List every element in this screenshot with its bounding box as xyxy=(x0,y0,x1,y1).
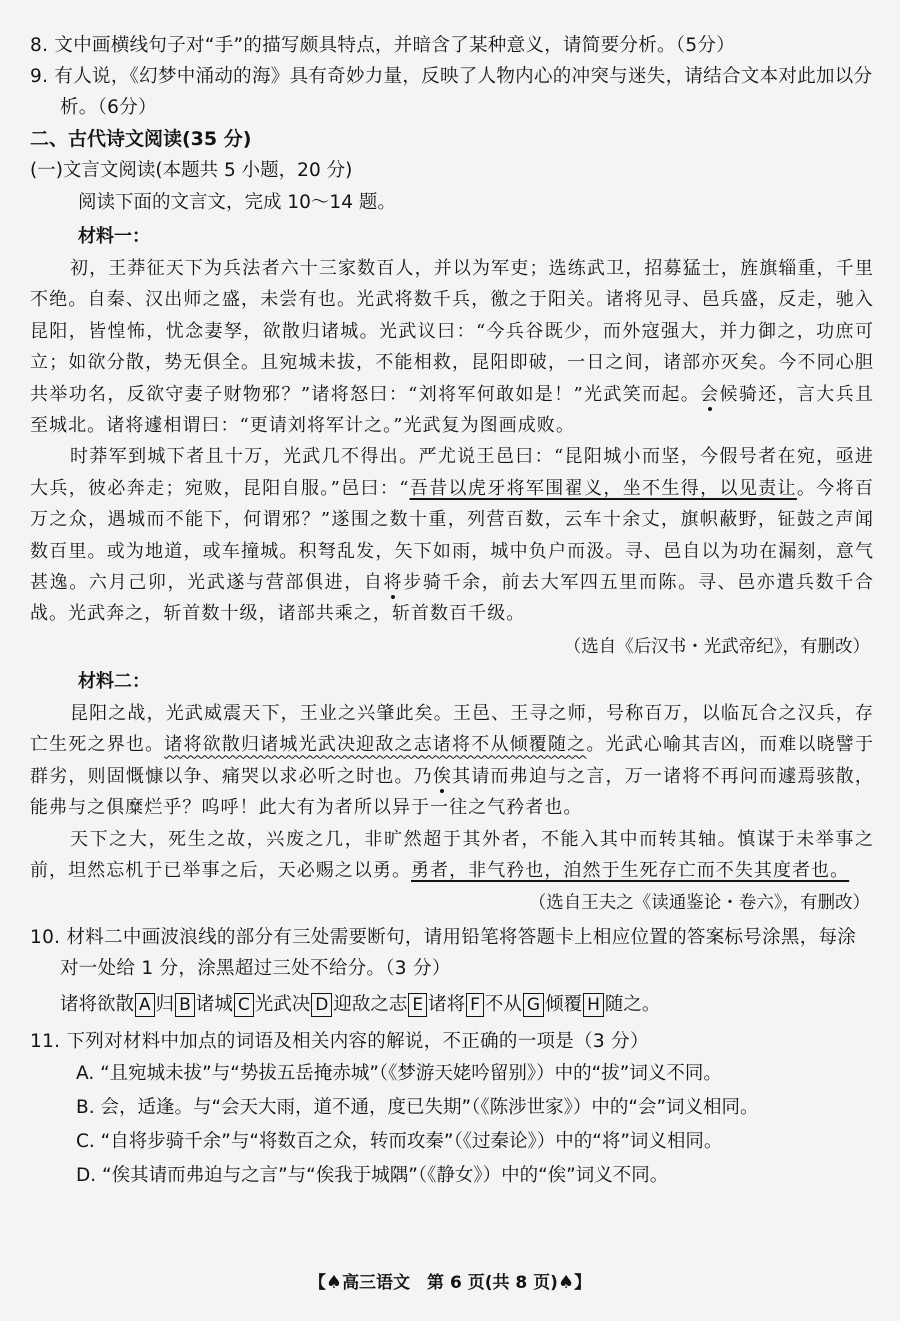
text-span: 步骑千余，前去大军四五里而陈。寻、邑亦遣兵数千合战。光武奔之，斩首数十级，诸部共乘之，斩首数百千级。 xyxy=(30,572,874,625)
text-span: 。光武心喻其吉凶，而难以晓譬于群劣，则固慨慷以争、痛哭以求必听之时也。乃 xyxy=(30,734,874,787)
segment-text: 诸将 xyxy=(428,994,466,1016)
material-2-source: （选自王夫之《读通鉴论・卷六》，有删改） xyxy=(528,893,870,914)
material-2-title: 材料二： xyxy=(78,670,150,692)
material-1-title: 材料一： xyxy=(78,226,150,247)
text-span: 且宛城未拔 xyxy=(260,352,357,374)
spade-icon: ♠ xyxy=(557,1272,575,1293)
answer-box-a[interactable]: A xyxy=(135,993,155,1017)
spade-icon: ♠ xyxy=(325,1272,343,1293)
footer-text: 高三语文 第 6 页(共 8 页) xyxy=(342,1273,558,1293)
section-title: 二、古代诗文阅读(35 分) xyxy=(30,128,252,150)
text-span: 其请而弗迫与之言，万一诸将不再问而遽焉骇散，能弗与之俱糜烂乎？呜呼！此大有为者所以异于一往之气矜者也。 xyxy=(30,765,874,819)
question-8: 8. 文中画横线句子对“手”的描写颇具特点，并暗含了某种意义，请简要分析。（5分） xyxy=(30,35,736,56)
material-1-source: （选自《后汉书・光武帝纪》，有删改） xyxy=(563,636,870,657)
text-span: 。今将百万之众，遇城而不能下，何谓邪？”遂围之数十重，列营百数，云车十余丈，旗帜蔽野，钲鼓之声闻数百里。或为地道，或车撞城。积弩乱发，矢下如雨，城中负户而汲。寻、邑自以为功在漏刻，意气甚逸。六月己卯，光武遂与营部俱进，自 xyxy=(30,477,875,594)
text-span: 初，王莽征天下为兵法者六十三家数百人，并以为军吏；选练武卫，招募猛士，旌旗辎重，千里不绝。自秦、汉出师之盛，未尝有也。光武将数千兵，徼之于阳关。诸将见寻、邑兵盛，反走，驰入昆阳，皆惶怖，忧念妻孥，欲散归诸城。光武议曰：“今兵谷既少，而外寇强大，并力御之，功庶可立；如欲分散，势无俱全。 xyxy=(30,258,874,374)
question-11-option-a: A. “且宛城未拔”与“势拔五岳掩赤城”（《梦游天姥吟留别》）中的“拔”词义不同。 xyxy=(76,1063,722,1085)
segment-text: 不从 xyxy=(484,994,522,1016)
question-9: 9. 有人说，《幻梦中涌动的海》具有奇妙力量，反映了人物内心的冲突与迷失，请结合文本对此加以分析。（6分） xyxy=(30,66,873,118)
answer-box-g[interactable]: G xyxy=(523,993,544,1017)
question-11-stem: 11. 下列对材料中加点的词语及相关内容的解说，不正确的一项是（3 分） xyxy=(30,1031,649,1053)
dotted-word: 会 xyxy=(700,383,720,405)
answer-box-e[interactable]: E xyxy=(408,993,427,1017)
text-span: ，不能相救，昆阳即破，一日之间，诸部亦灭矣。今不同心胆共举功名，反欲守妻子财物邪？”诸将怒曰：“刘将军何敢如是！”光武笑而起。 xyxy=(30,352,874,405)
segment-text: 随之。 xyxy=(604,994,661,1016)
segment-text: 迎敌之志 xyxy=(333,994,408,1016)
question-11-option-c: C. “自将步骑千余”与“将数百之众，转而攻秦”（《过秦论》）中的“将”词义相同。 xyxy=(76,1131,723,1153)
segment-text: 光武决 xyxy=(254,994,311,1016)
dotted-word: 俟 xyxy=(432,765,453,787)
material-2-paragraph-2 xyxy=(30,824,874,887)
segment-text: 倾覆 xyxy=(545,994,583,1016)
wavy-underlined-sentence: 诸将欲散归诸城光武决迎敌之志诸将不从倾覆随之 xyxy=(164,734,587,756)
text-span: 时莽军到城下者且十万，光武几不得出。严尤说王邑曰：“昆阳城小而坚，今假号者在宛，亟进大兵，彼必奔走；宛败，昆阳自服。”邑曰：“ xyxy=(30,446,874,499)
question-10: 10. 材料二中画波浪线的部分有三处需要断句，请用铅笔将答题卡上相应位置的答案标号涂黑，每涂对一处给 1 分，涂黑超过三处不给分。（3 分） xyxy=(30,927,857,980)
text-span: 天下之大，死生之故，兴废之几，非旷然超于其外者，不能入其中而转其轴。慎谋于未举事之前，坦然忘机于已举事之后，天必赐之以勇。 xyxy=(30,828,874,881)
underlined-sentence: 吾昔以虎牙将军围翟义，坐不生得，以见责让 xyxy=(409,477,797,499)
material-2-paragraph-1 xyxy=(30,698,874,824)
text-span: 昆阳之战，光武威震天下，王业之兴肇此矣。王邑、王寻之师，号称百万，以临瓦合之汉兵，存亡生死之界也。 xyxy=(30,702,874,756)
answer-box-c[interactable]: C xyxy=(234,993,254,1017)
underlined-sentence: 勇者，非气矜也，洎然于生死存亡而不失其度者也。 xyxy=(411,859,850,881)
section-subtitle: (一)文言文阅读(本题共 5 小题，20 分) xyxy=(30,160,353,181)
page-footer: 【♠高三语文 第 6 页(共 8 页)♠】 xyxy=(308,1272,592,1293)
material-1-paragraph-2 xyxy=(30,441,874,629)
text-span: 候骑还，言大兵且至城北。诸将遽相谓曰：“更请刘将军计之。”光武复为图画成败。 xyxy=(30,383,875,437)
dotted-word: 将 xyxy=(383,572,404,594)
material-1-paragraph-1 xyxy=(30,253,874,441)
question-10-segment-line xyxy=(30,988,874,1022)
answer-box-d[interactable]: D xyxy=(311,993,332,1017)
question-11-option-b: B. 会，适逢。与“会天大雨，道不通，度已失期”（《陈涉世家》）中的“会”词义相同。 xyxy=(76,1097,759,1119)
section-instruction: 阅读下面的文言文，完成 10～14 题。 xyxy=(78,192,396,213)
answer-box-f[interactable]: F xyxy=(466,993,484,1017)
segment-text: 诸城 xyxy=(195,994,233,1016)
question-11-option-d: D. “俟其请而弗迫与之言”与“俟我于城隅”（《静女》）中的“俟”词义不同。 xyxy=(76,1165,669,1187)
segment-text: 归 xyxy=(155,994,175,1016)
segment-text: 诸将欲散 xyxy=(60,994,135,1016)
answer-box-h[interactable]: H xyxy=(583,993,604,1017)
answer-box-b[interactable]: B xyxy=(175,993,195,1017)
